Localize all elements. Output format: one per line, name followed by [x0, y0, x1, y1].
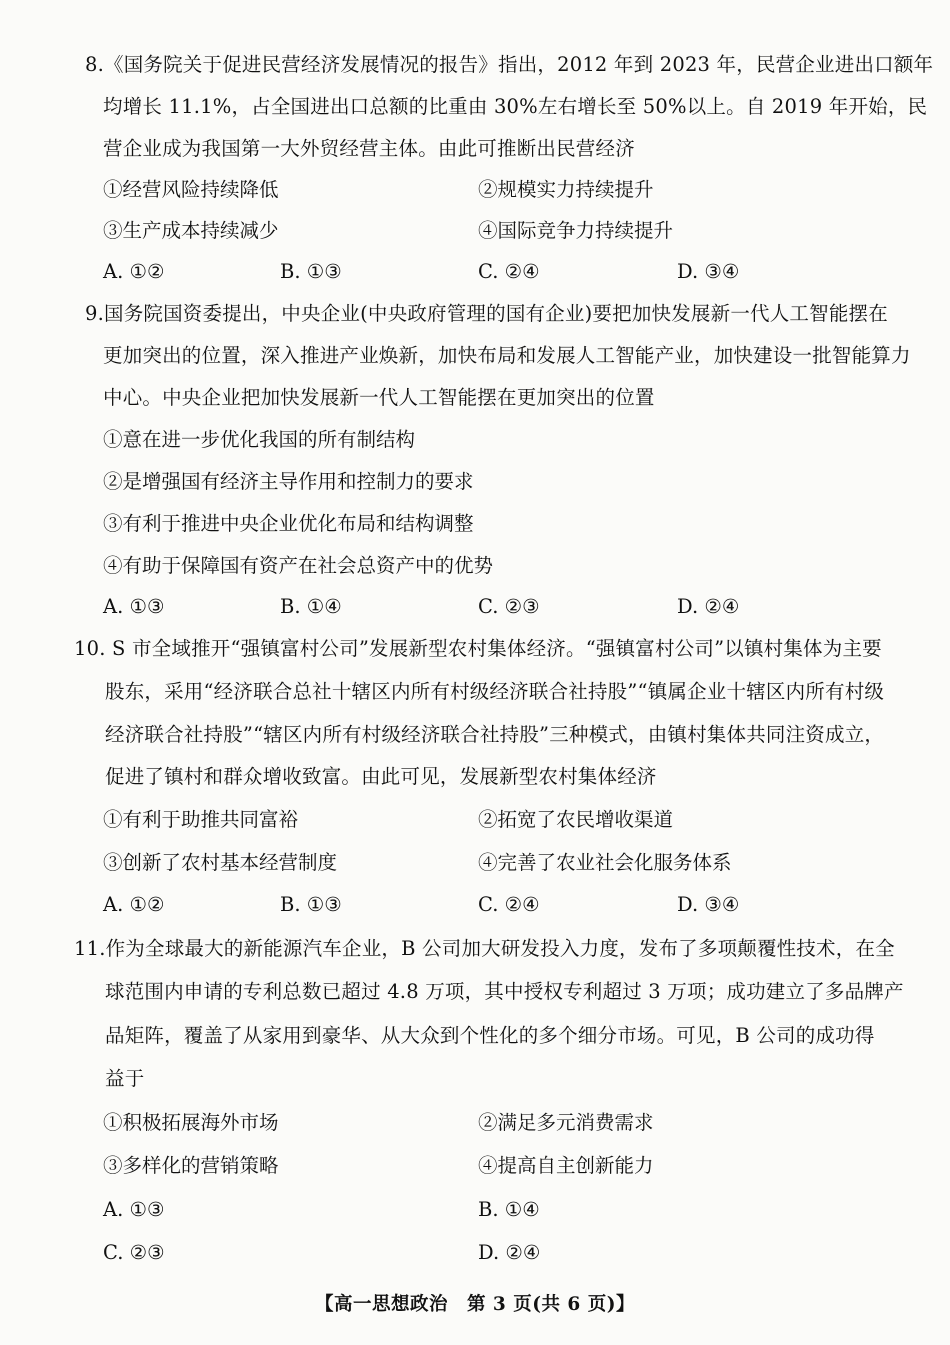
question-8-choice-d: D. ③④ — [677, 260, 740, 283]
question-11-choice-d: D. ②④ — [478, 1241, 541, 1264]
question-9-choice-d: D. ②④ — [677, 595, 740, 618]
question-10-stem-line: 促进了镇村和群众增收致富。由此可见，发展新型农村集体经济 — [105, 765, 657, 788]
question-11-choice-a: A. ①③ — [103, 1198, 165, 1221]
question-10-choice-b: B. ①③ — [280, 893, 342, 916]
question-8-statement-1: ①经营风险持续降低 — [103, 178, 279, 201]
question-10-choice-d: D. ③④ — [677, 893, 740, 916]
question-10-choice-a: A. ①② — [103, 893, 165, 916]
question-11-statement-3: ③多样化的营销策略 — [103, 1154, 279, 1177]
question-8-statement-2: ②规模实力持续提升 — [478, 178, 654, 201]
question-9-statement-4: ④有助于保障国有资产在社会总资产中的优势 — [103, 554, 494, 577]
question-8-statement-4: ④国际竞争力持续提升 — [478, 219, 674, 242]
question-10-stem-line: 经济联合社持股”“辖区内所有村级经济联合社持股”三种模式，由镇村集体共同注资成立， — [105, 723, 885, 746]
question-9-choice-a: A. ①③ — [103, 595, 165, 618]
question-11-statement-1: ①积极拓展海外市场 — [103, 1111, 279, 1134]
question-10-statement-4: ④完善了农业社会化服务体系 — [478, 851, 732, 874]
question-9-choice-b: B. ①④ — [280, 595, 342, 618]
question-10-statement-2: ②拓宽了农民增收渠道 — [478, 808, 674, 831]
question-11-stem-line: 品矩阵，覆盖了从家用到豪华、从大众到个性化的多个细分市场。可见，B 公司的成功得 — [105, 1024, 875, 1047]
question-11-stem-line: 球范围内申请的专利总数已超过 4.8 万项，其中授权专利超过 3 万项；成功建立了多品牌产 — [105, 980, 904, 1003]
question-9-choice-c: C. ②③ — [478, 595, 540, 618]
question-11-stem-line: 益于 — [105, 1067, 145, 1090]
question-9-statement-3: ③有利于推进中央企业优化布局和结构调整 — [103, 512, 474, 535]
question-10-statement-1: ①有利于助推共同富裕 — [103, 808, 299, 831]
question-9-statement-2: ②是增强国有经济主导作用和控制力的要求 — [103, 470, 474, 493]
question-10-statement-3: ③创新了农村基本经营制度 — [103, 851, 338, 874]
question-8-stem-line: 8.《国务院关于促进民营经济发展情况的报告》指出，2012 年到 2023 年，民营企业进出口额年 — [85, 53, 934, 76]
question-11-statement-2: ②满足多元消费需求 — [478, 1111, 654, 1134]
question-11-choice-b: B. ①④ — [478, 1198, 540, 1221]
question-11-stem-line: 11.作为全球最大的新能源汽车企业，B 公司加大研发投入力度，发布了多项颠覆性技术，在全 — [74, 937, 895, 960]
question-8-choice-c: C. ②④ — [478, 260, 540, 283]
question-10-choice-c: C. ②④ — [478, 893, 540, 916]
question-9-stem-line: 9.国务院国资委提出，中央企业(中央政府管理的国有企业)要把加快发展新一代人工智能摆在 — [85, 302, 888, 325]
question-8-choice-b: B. ①③ — [280, 260, 342, 283]
question-10-stem-line: 股东，采用“经济联合总社十辖区内所有村级经济联合社持股”“镇属企业十辖区内所有村级 — [105, 680, 885, 703]
question-8-choice-a: A. ①② — [103, 260, 165, 283]
page-footer: 【高一思想政治 第 3 页(共 6 页)】 — [314, 1294, 635, 1315]
question-11-statement-4: ④提高自主创新能力 — [478, 1154, 654, 1177]
question-10-stem-line: 10. S 市全域推开“强镇富村公司”发展新型农村集体经济。“强镇富村公司”以镇村集体为主要 — [74, 637, 882, 660]
question-8-stem-line: 营企业成为我国第一大外贸经营主体。由此可推断出民营经济 — [103, 137, 635, 160]
question-8-statement-3: ③生产成本持续减少 — [103, 219, 279, 242]
question-8-stem-line: 均增长 11.1%，占全国进出口总额的比重由 30%左右增长至 50%以上。自 2019 年开始，民 — [103, 95, 928, 118]
question-9-statement-1: ①意在进一步优化我国的所有制结构 — [103, 428, 416, 451]
question-9-stem-line: 中心。中央企业把加快发展新一代人工智能摆在更加突出的位置 — [103, 386, 655, 409]
question-11-choice-c: C. ②③ — [103, 1241, 165, 1264]
question-9-stem-line: 更加突出的位置，深入推进产业焕新，加快布局和发展人工智能产业，加快建设一批智能算力 — [103, 344, 911, 367]
